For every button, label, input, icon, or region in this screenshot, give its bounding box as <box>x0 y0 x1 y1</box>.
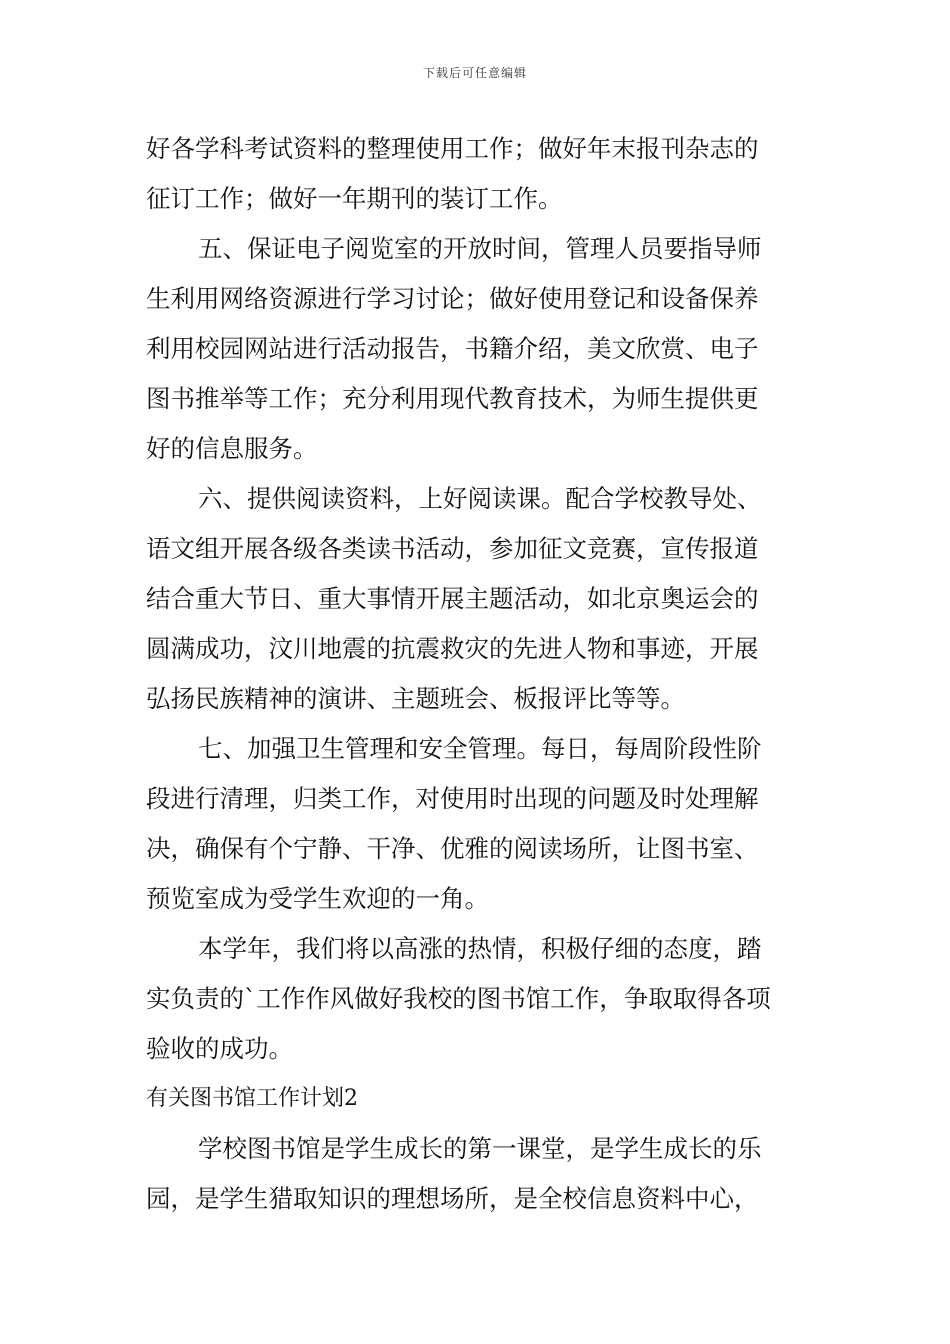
text-line: 生利用网络资源进行学习讨论；做好使用登记和设备保养 <box>146 284 759 313</box>
text-line: 验收的成功。 <box>146 1034 293 1063</box>
text-line: 园，是学生猎取知识的理想场所，是全校信息资料中心， <box>146 1184 759 1213</box>
text-line: 好各学科考试资料的整理使用工作；做好年末报刊杂志的 <box>146 134 759 163</box>
text-line: 图书推举等工作；充分利用现代教育技术，为师生提供更 <box>146 384 759 413</box>
text-line: 决，确保有个宁静、干净、优雅的阅读场所，让图书室、 <box>146 834 759 863</box>
text-line: 六、提供阅读资料，上好阅读课。配合学校教导处、 <box>198 484 762 513</box>
text-line: 结合重大节日、重大事情开展主题活动，如北京奥运会的 <box>146 584 759 613</box>
text-line: 利用校园网站进行活动报告，书籍介绍，美文欣赏、电子 <box>146 334 759 363</box>
text-line: 征订工作；做好一年期刊的装订工作。 <box>146 184 563 213</box>
text-line: 语文组开展各级各类读书活动，参加征文竞赛，宣传报道 <box>146 534 759 563</box>
text-line: 学校图书馆是学生成长的第一课堂，是学生成长的乐 <box>198 1134 762 1163</box>
text-line: 实负责的`工作作风做好我校的图书馆工作，争取取得各项 <box>146 984 771 1013</box>
text-line: 七、加强卫生管理和安全管理。每日，每周阶段性阶 <box>198 734 762 763</box>
page-header: 下载后可任意编辑 <box>422 66 527 80</box>
text-line: 圆满成功，汶川地震的抗震救灾的先进人物和事迹，开展 <box>146 634 759 663</box>
section-heading: 有关图书馆工作计划2 <box>146 1086 358 1111</box>
text-line: 段进行清理，归类工作，对使用时出现的问题及时处理解 <box>146 784 759 813</box>
document-body <box>146 124 808 1224</box>
text-line: 预览室成为受学生欢迎的一角。 <box>146 884 489 913</box>
text-line: 好的信息服务。 <box>146 434 318 463</box>
text-line: 五、保证电子阅览室的开放时间，管理人员要指导师 <box>198 234 762 263</box>
text-line: 本学年，我们将以高涨的热情，积极仔细的态度，踏 <box>198 934 762 963</box>
text-line: 弘扬民族精神的演讲、主题班会、板报评比等等。 <box>146 684 685 713</box>
